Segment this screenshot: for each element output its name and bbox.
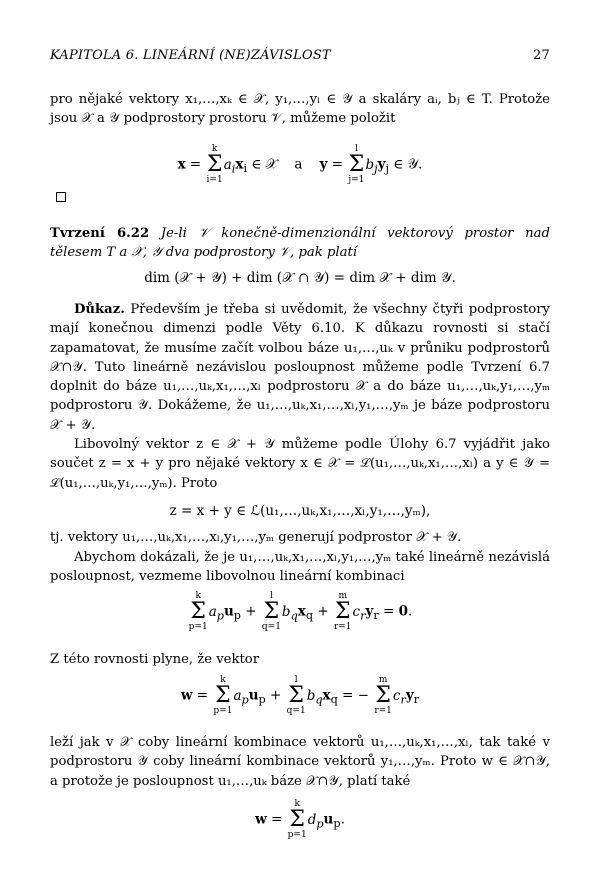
page-number: 27 (533, 48, 550, 63)
running-header (50, 48, 550, 63)
equation-6: w = k Σ p=1 $d_pu_p$. (255, 799, 345, 840)
equation-3: z = x + y ∈ ℒ(u₁,…,uₖ,x₁,…,xₗ,y₁,…,yₘ), (169, 503, 431, 519)
equation-2: dim (𝒳 + 𝒴) + dim (𝒳 ∩ 𝒴) = dim 𝒳 + dim 𝒴. (144, 270, 456, 286)
chapter-title: KAPITOLA 6. LINEÁRNÍ (NE)ZÁVISLOST (50, 48, 331, 63)
paragraph-5: Abychom dokázali, že je u₁,…,uₖ,x₁,…,xₗ,y₁,…,yₘ také lineárně nezávislá posloupnost, vezmeme libovolnou lineární kombinaci (50, 550, 550, 585)
qed-square (56, 192, 66, 202)
proof-paragraph-1: Důkaz. Především je třeba si uvědomit, že všechny čtyři podprostory mají konečnou dimenzi podle Věty 6.10. K důkazu rovnosti si stačí zapamatovat, že musíme začít volbou báze u₁,…,uₖ v průniku podprostorů 𝒳∩𝒴. Tuto lineárně nezávislou posloupnost můžeme podle Tvrzení 6.7 doplnit do báze u₁,…,uₖ,x₁,…,xₗ podprostoru 𝒳 a do báze u₁,…,uₖ,y₁,…,yₘ podprostoru 𝒴. Dokážeme, že u₁,…,uₖ,x₁,…,xₗ,y₁,…,yₘ je báze podprostoru 𝒳 + 𝒴. (50, 302, 550, 433)
equation-4: k Σ p=1 $a_pu_p$ + l Σ q=1 $b_qx_q$ + m Σ r=1 $c_ry_r = 0$. (188, 591, 413, 632)
proof-label: Důkaz. (74, 302, 125, 317)
theorem-6-22 (50, 224, 550, 263)
paragraph-6: Z této rovnosti plyne, že vektor (50, 652, 260, 667)
equation-5: w = k Σ p=1 $a_pu_p$ + l Σ q=1 $b_qx_q$ = − m Σ r=1 $c_ry_r$ (180, 675, 420, 716)
equation-1: x = k Σ i=1 $a_ix_i$ ∈ 𝒳 a y = l Σ j=1 $b_jy_j$ ∈ 𝒴. (177, 144, 423, 185)
paragraph-1: pro nějaké vektory x₁,…,xₖ ∈ 𝒳, y₁,…,yₗ ∈ 𝒴 a skaláry aᵢ, bⱼ ∈ T. Protože jsou 𝒳 a 𝒴 podprostory prostoru 𝒱, můžeme položit (50, 92, 550, 127)
paragraph-4: tj. vektory u₁,…,uₖ,x₁,…,xₗ,y₁,…,yₘ generují podprostor 𝒳 + 𝒴. (50, 530, 462, 545)
theorem-text: Je-li 𝒱 konečně-dimenzionální vektorový prostor nad tělesem T a 𝒳, 𝒴 dva podprostory 𝒱, pak platí (50, 226, 550, 261)
paragraph-3: Libovolný vektor z ∈ 𝒳 + 𝒴 můžeme podle Úlohy 6.7 vyjádřit jako součet z = x + y pro nějaké vektory x ∈ 𝒳 = ℒ(u₁,…,uₖ,x₁,…,xₗ) a y ∈ 𝒴 = ℒ(u₁,…,uₖ,y₁,…,yₘ). Proto (50, 437, 550, 491)
paragraph-7: leží jak v 𝒳 coby lineární kombinace vektorů u₁,…,uₖ,x₁,…,xₗ, tak také v podprostoru 𝒴 coby lineární kombinace vektorů y₁,…,yₘ. Proto w ∈ 𝒳∩𝒴, a protože je posloupnost u₁,…,uₖ báze 𝒳∩𝒴, platí také (50, 735, 550, 789)
theorem-label: Tvrzení 6.22 (50, 226, 150, 241)
